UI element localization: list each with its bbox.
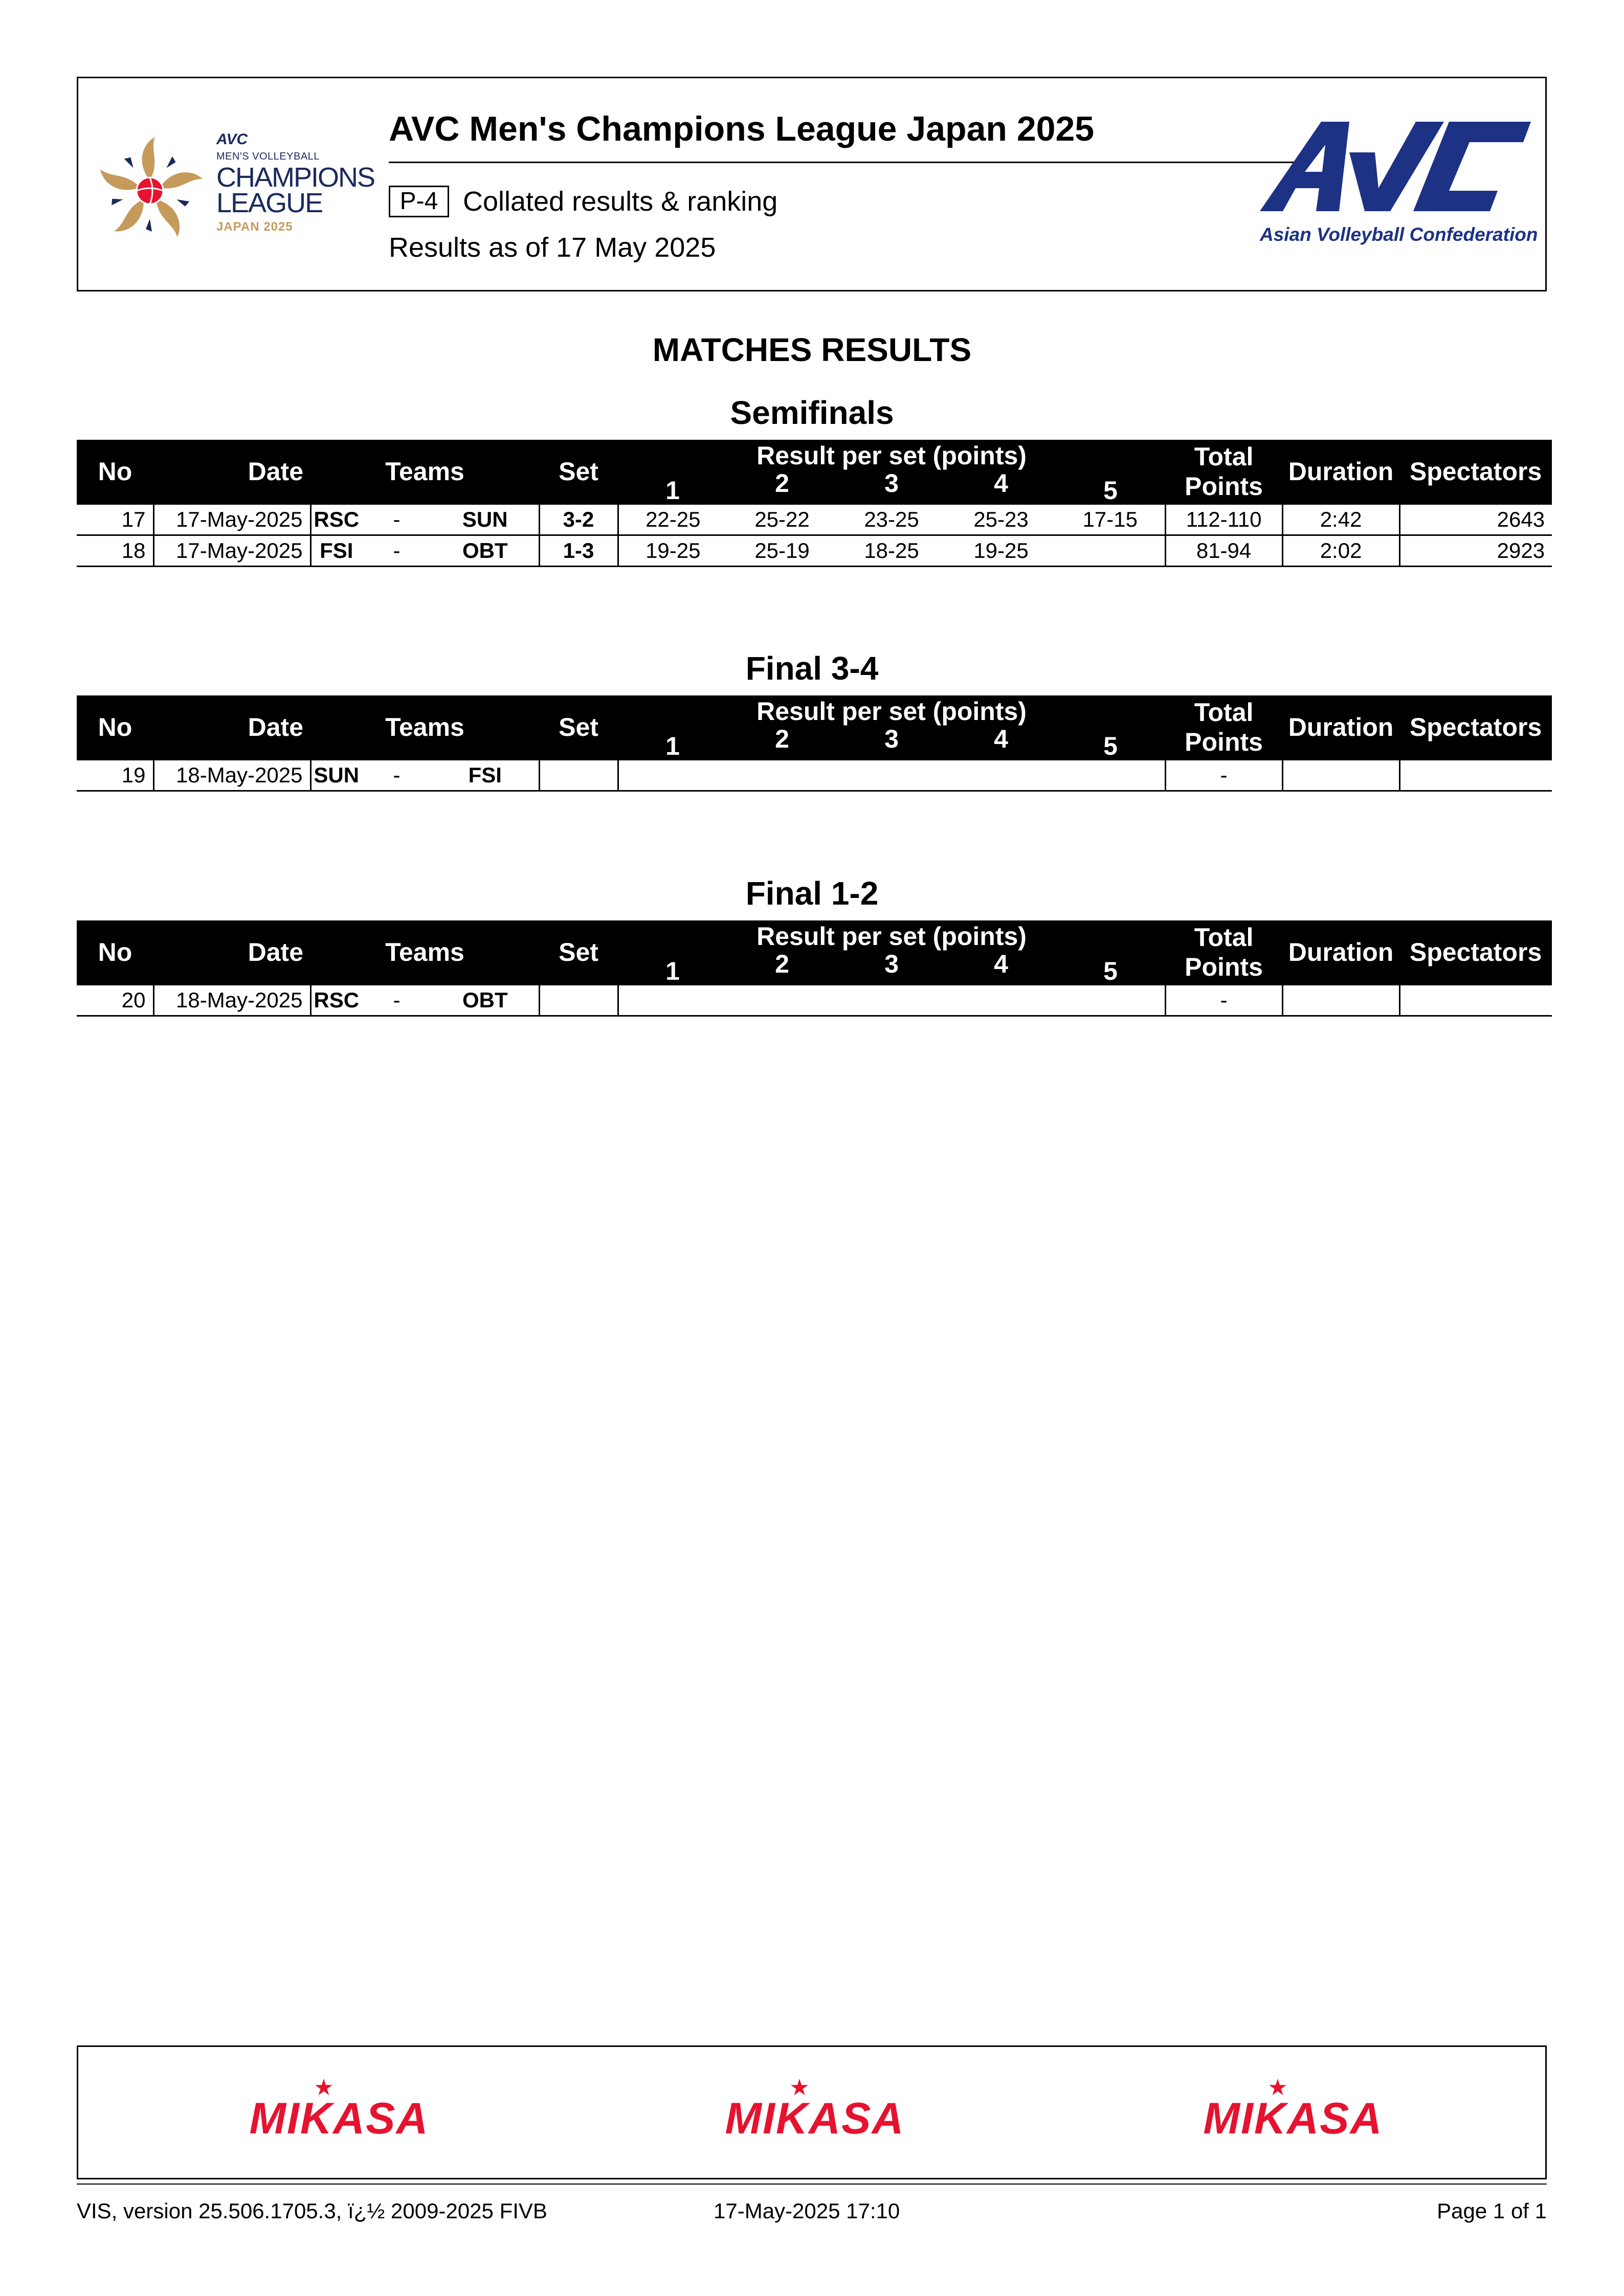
set-4-score	[946, 760, 1056, 791]
section-title-final-1-2: Final 1-2	[745, 875, 879, 912]
header-set-3: 3	[884, 950, 899, 978]
match-separator: -	[362, 985, 432, 1016]
set-2-score	[727, 760, 837, 791]
header-teams: Teams	[310, 920, 539, 985]
header-set-2: 2	[775, 725, 789, 753]
match-no: 19	[77, 760, 153, 791]
flower-ball-icon	[91, 132, 209, 250]
match-home-team: SUN	[310, 760, 362, 791]
header-set-2: 2	[775, 469, 789, 498]
header-total-line1: Total	[1194, 698, 1254, 727]
header-set-1: 1	[665, 732, 680, 760]
header-spectators: Spectators	[1399, 695, 1552, 760]
sponsor-banner	[77, 2045, 1547, 2179]
header-date: Date	[153, 695, 310, 760]
set-3-score: 18-25	[837, 535, 946, 567]
match-spectators: 2643	[1399, 504, 1552, 535]
set-3-score	[837, 760, 946, 791]
match-home-team: FSI	[310, 535, 362, 567]
report-code-badge: P-4	[389, 186, 449, 217]
match-row	[77, 504, 1552, 535]
header-result-per-set	[618, 920, 1165, 985]
sponsor-logo	[237, 2075, 441, 2143]
header-set-numbers	[618, 724, 1165, 759]
match-set-score	[539, 760, 618, 791]
header-date: Date	[153, 920, 310, 985]
set-4-score	[946, 985, 1056, 1016]
header-set-5: 5	[1103, 957, 1118, 985]
report-header	[77, 77, 1547, 291]
star-icon: ★	[1267, 2075, 1288, 2100]
footer-datetime: 17-May-2025 17:10	[714, 2199, 900, 2223]
header-set-3: 3	[884, 469, 899, 498]
header-result-per-set	[618, 695, 1165, 760]
header-set-1: 1	[665, 476, 680, 505]
set-5-score	[1056, 985, 1165, 1016]
header-set: Set	[539, 920, 618, 985]
match-set-score: 1-3	[539, 535, 618, 567]
results-table-final-3-4	[77, 695, 1552, 792]
document-title: AVC Men's Champions League Japan 2025	[389, 109, 1095, 148]
set-1-score	[618, 985, 727, 1016]
header-set-numbers	[618, 468, 1165, 503]
match-date: 18-May-2025	[153, 985, 310, 1016]
section-title-final-3-4: Final 3-4	[745, 650, 879, 687]
match-spectators: 2923	[1399, 535, 1552, 567]
match-home-team: RSC	[310, 985, 362, 1016]
logo-mens-volleyball: MEN'S VOLLEYBALL	[216, 151, 320, 162]
footer-page-number: Page 1 of 1	[1437, 2199, 1547, 2223]
match-set-score: 3-2	[539, 504, 618, 535]
set-4-score: 19-25	[946, 535, 1056, 567]
sponsor-logo	[1191, 2075, 1395, 2143]
header-no: No	[77, 440, 153, 504]
sponsor-wordmark: MIKASA	[249, 2094, 429, 2143]
set-2-score: 25-19	[727, 535, 837, 567]
header-total-line2: Points	[1185, 953, 1263, 981]
champions-league-wordmark	[216, 132, 374, 233]
header-set: Set	[539, 440, 618, 504]
match-duration: 2:02	[1282, 535, 1399, 567]
match-separator: -	[362, 504, 432, 535]
match-away-team: SUN	[432, 504, 539, 535]
header-result-per-set	[618, 440, 1165, 504]
set-3-score: 23-25	[837, 504, 946, 535]
match-no: 18	[77, 535, 153, 567]
star-icon: ★	[314, 2075, 334, 2100]
set-2-score	[727, 985, 837, 1016]
header-set-4: 4	[994, 950, 1008, 978]
header-set-2: 2	[775, 950, 789, 978]
header-result-per-set-label: Result per set (points)	[757, 922, 1027, 951]
match-date: 17-May-2025	[153, 504, 310, 535]
match-duration: 2:42	[1282, 504, 1399, 535]
header-total-points	[1165, 920, 1282, 985]
sponsor-logo	[713, 2075, 917, 2143]
set-1-score: 19-25	[618, 535, 727, 567]
header-no: No	[77, 920, 153, 985]
set-5-score: 17-15	[1056, 504, 1165, 535]
section-title-semifinals: Semifinals	[730, 394, 894, 431]
sponsor-wordmark: MIKASA	[725, 2094, 905, 2143]
header-duration: Duration	[1282, 440, 1399, 504]
header-result-per-set-label: Result per set (points)	[757, 441, 1027, 470]
header-total-line1: Total	[1194, 442, 1254, 471]
match-spectators	[1399, 985, 1552, 1016]
match-date: 18-May-2025	[153, 760, 310, 791]
header-set-4: 4	[994, 725, 1008, 753]
logo-league: LEAGUE	[216, 188, 323, 218]
header-result-per-set-label: Result per set (points)	[757, 697, 1027, 726]
header-teams: Teams	[310, 440, 539, 504]
header-set-5: 5	[1103, 476, 1118, 505]
match-set-score	[539, 985, 618, 1016]
avc-logo	[1260, 122, 1538, 255]
header-total-line2: Points	[1185, 728, 1263, 756]
match-total-points: 81-94	[1165, 535, 1282, 567]
match-away-team: FSI	[432, 760, 539, 791]
set-5-score	[1056, 535, 1165, 567]
match-home-team: RSC	[310, 504, 362, 535]
header-duration: Duration	[1282, 695, 1399, 760]
results-table-final-1-2	[77, 920, 1552, 1017]
report-name: Collated results & ranking	[463, 186, 778, 217]
match-no: 17	[77, 504, 153, 535]
header-set-1: 1	[665, 957, 680, 985]
header-set-5: 5	[1103, 732, 1118, 760]
header-total-line1: Total	[1194, 923, 1254, 952]
header-set: Set	[539, 695, 618, 760]
footer-divider	[77, 2184, 1547, 2185]
header-total-points	[1165, 440, 1282, 504]
logo-japan-2025: JAPAN 2025	[216, 220, 293, 234]
header-set-4: 4	[994, 469, 1008, 498]
header-total-line2: Points	[1185, 472, 1263, 501]
match-spectators	[1399, 760, 1552, 791]
results-as-of: Results as of 17 May 2025	[389, 232, 716, 263]
match-total-points: -	[1165, 760, 1282, 791]
header-date: Date	[153, 440, 310, 504]
title-divider	[389, 162, 1322, 163]
set-1-score: 22-25	[618, 504, 727, 535]
header-teams: Teams	[310, 695, 539, 760]
header-set-3: 3	[884, 725, 899, 753]
matches-results-heading: MATCHES RESULTS	[652, 331, 972, 368]
header-total-points	[1165, 695, 1282, 760]
match-total-points: 112-110	[1165, 504, 1282, 535]
match-row	[77, 760, 1552, 791]
match-date: 17-May-2025	[153, 535, 310, 567]
logo-champions: CHAMPIONS	[216, 162, 375, 193]
footer-version: VIS, version 25.506.1705.3, ï¿½ 2009-2025 FIVB	[77, 2199, 547, 2223]
match-total-points: -	[1165, 985, 1282, 1016]
avc-tagline: Asian Volleyball Confederation	[1260, 224, 1538, 245]
set-2-score: 25-22	[727, 504, 837, 535]
logo-avc-text: AVC	[216, 131, 248, 148]
match-separator: -	[362, 535, 432, 567]
champions-league-logo	[91, 132, 388, 250]
avc-mark-icon	[1260, 122, 1531, 224]
star-icon: ★	[789, 2075, 810, 2100]
set-3-score	[837, 985, 946, 1016]
match-no: 20	[77, 985, 153, 1016]
header-no: No	[77, 695, 153, 760]
header-duration: Duration	[1282, 920, 1399, 985]
match-away-team: OBT	[432, 985, 539, 1016]
match-row	[77, 985, 1552, 1016]
set-4-score: 25-23	[946, 504, 1056, 535]
header-spectators: Spectators	[1399, 920, 1552, 985]
match-duration	[1282, 760, 1399, 791]
match-row	[77, 535, 1552, 567]
results-table-semifinals	[77, 440, 1552, 567]
header-set-numbers	[618, 949, 1165, 984]
set-5-score	[1056, 760, 1165, 791]
header-spectators: Spectators	[1399, 440, 1552, 504]
match-separator: -	[362, 760, 432, 791]
match-duration	[1282, 985, 1399, 1016]
sponsor-wordmark: MIKASA	[1203, 2094, 1383, 2143]
set-1-score	[618, 760, 727, 791]
match-away-team: OBT	[432, 535, 539, 567]
